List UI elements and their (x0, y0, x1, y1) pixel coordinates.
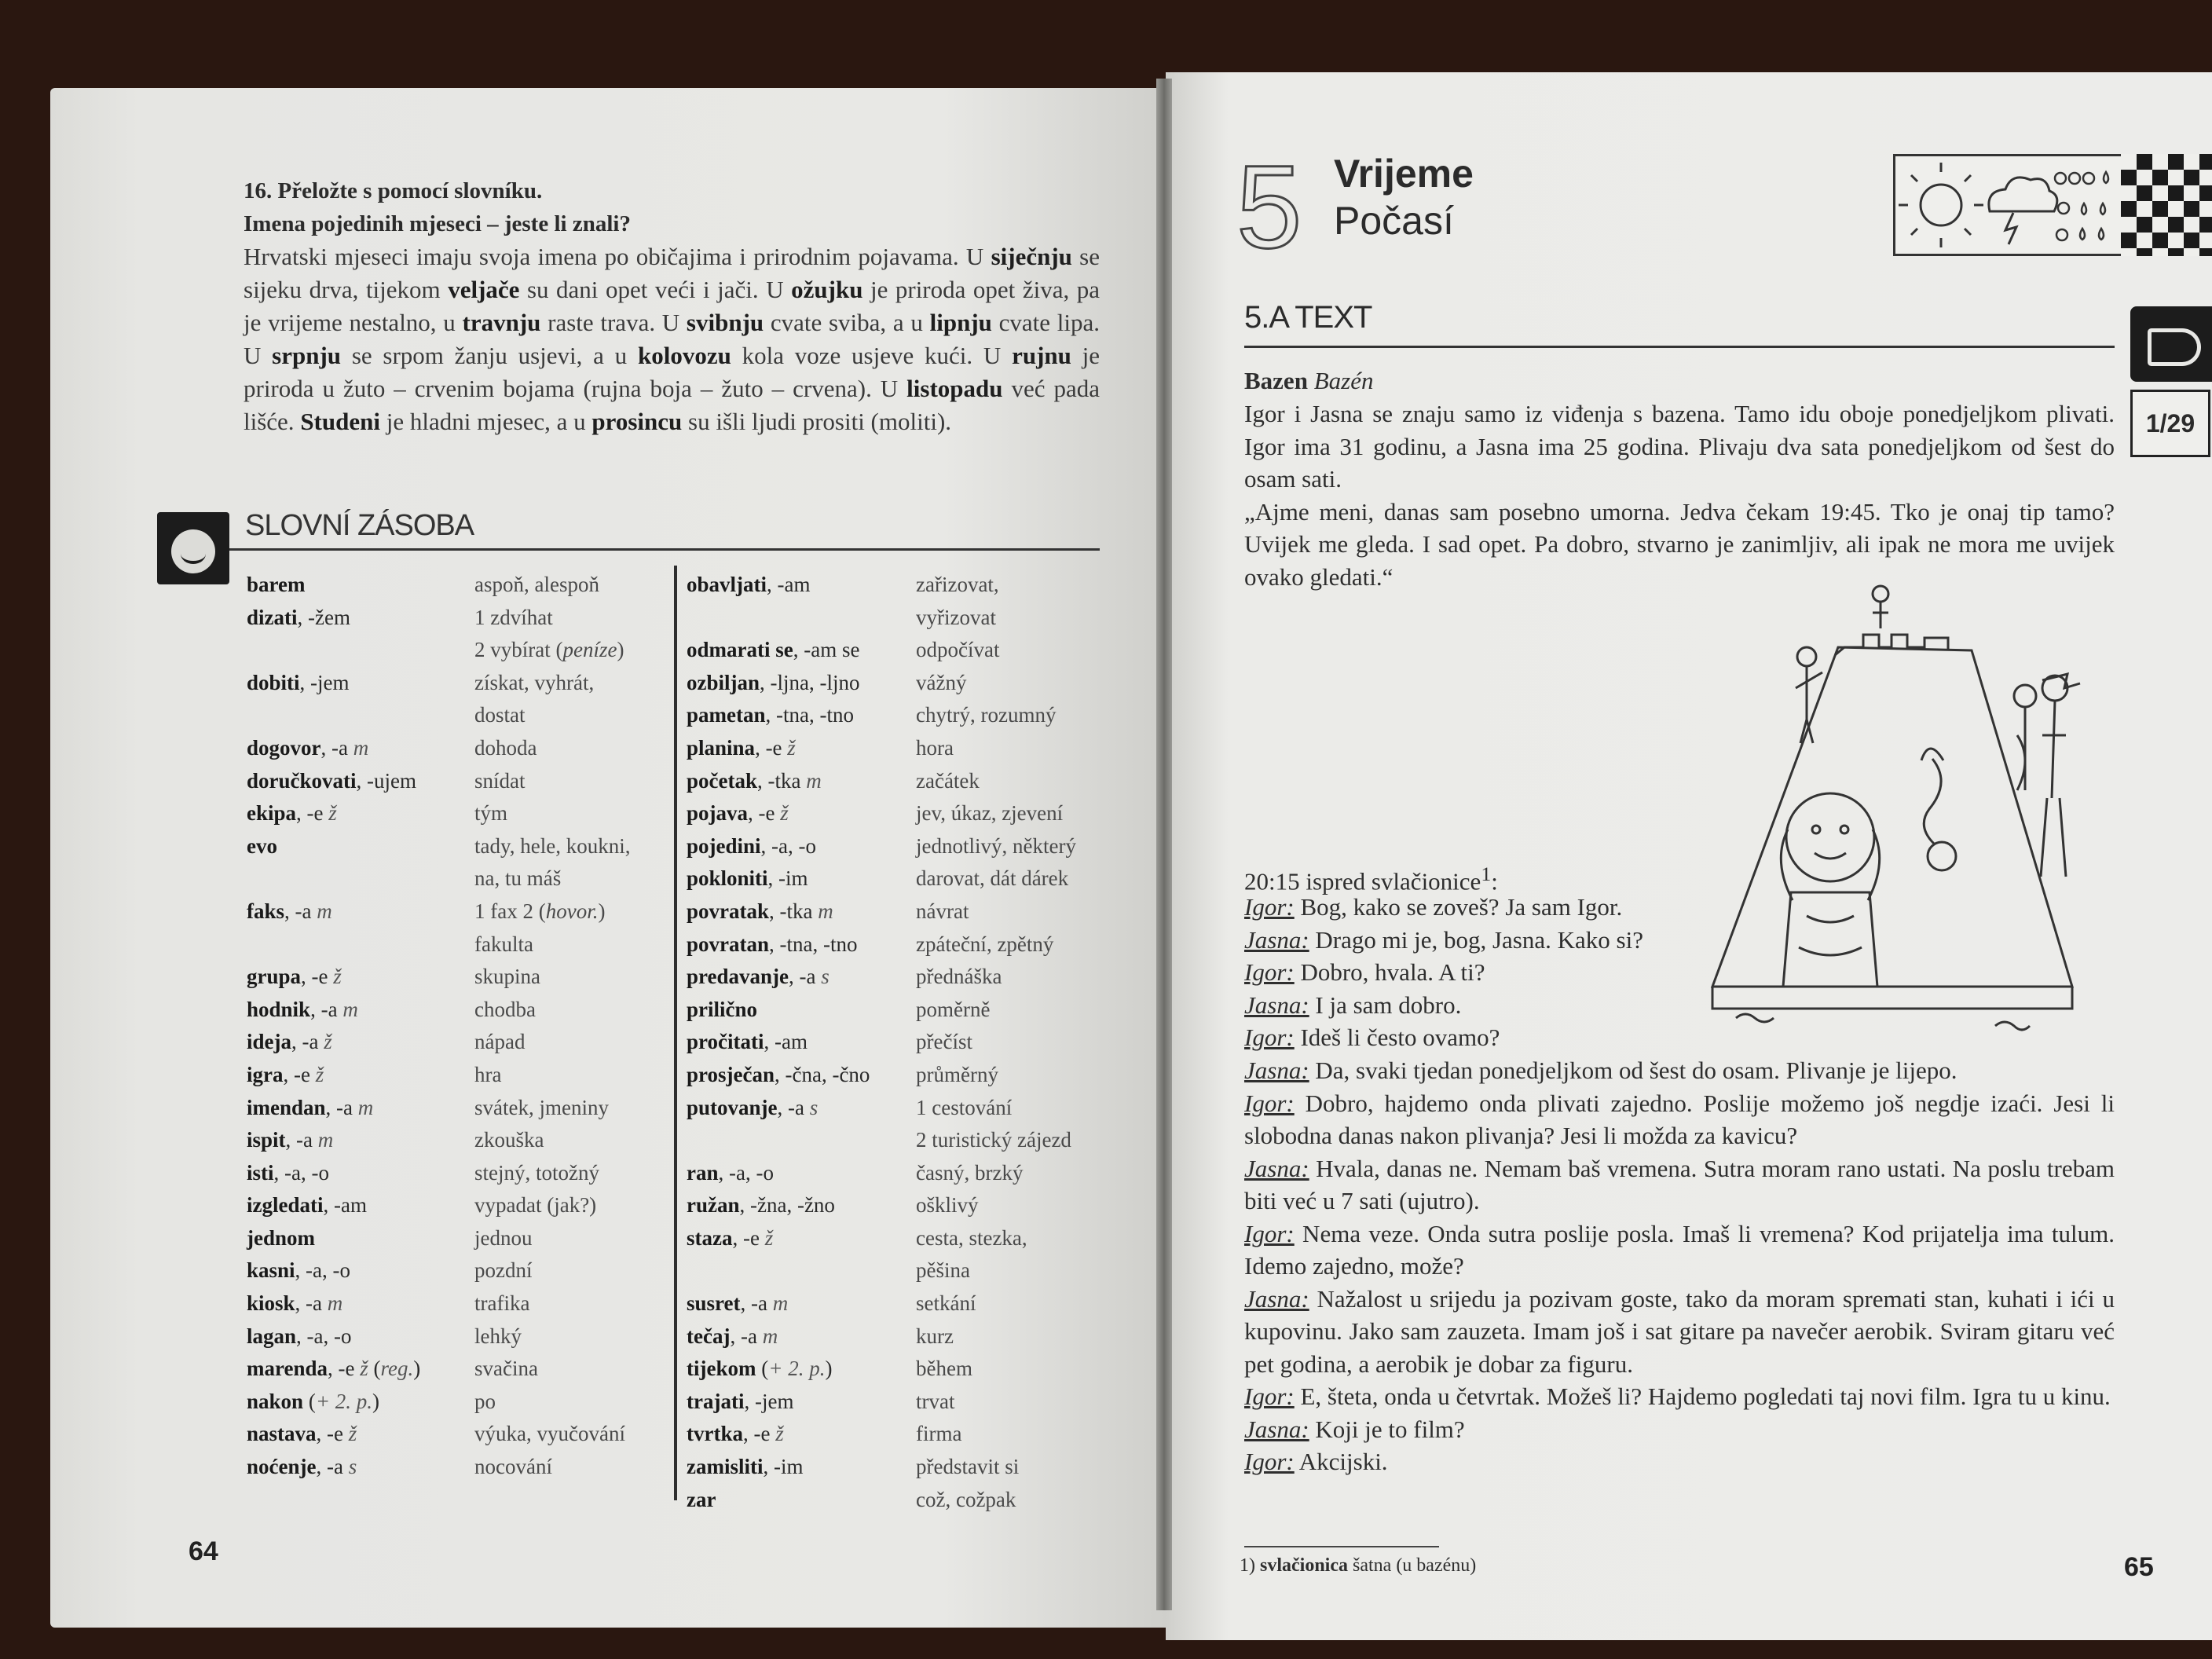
snowflake-icon (2055, 173, 2094, 240)
vocab-translation: výuka, vyučování (474, 1422, 625, 1446)
vocab-right-translations (916, 569, 1112, 1516)
vocab-translation: svátek, jmeniny (474, 1095, 609, 1119)
speaker-name: Igor: (1244, 1089, 1295, 1117)
column-divider (674, 566, 677, 1500)
vocab-term: evo (247, 833, 277, 858)
vocab-term: doručkovati, -ujem (247, 768, 416, 793)
vocab-translation: snídat (474, 768, 526, 793)
vocab-term: početak, -tka m (687, 768, 822, 793)
dialogue-line (1244, 1413, 2115, 1446)
weather-illustration (1893, 154, 2126, 256)
vocab-term: dizati, -žem (247, 605, 350, 629)
exercise-subtitle: Imena pojedinih mjeseci – jeste li znali? (244, 211, 631, 236)
vocab-term: ozbiljan, -ljna, -ljno (687, 670, 860, 694)
vocab-translation: nápad (474, 1030, 526, 1054)
dialogue-text: Nažalost u srijedu ja pozivam goste, tako da moram spremati stan, kuhati i ići u kupovinu. Jako sam zauzeta. Imam još i sat gitare pa navečer aerobik. Sviram gitaru već pet godina, a aerobik je dobar za figuru. (1244, 1284, 2115, 1378)
cloud-lightning-icon (1989, 178, 2057, 244)
megaphone-icon[interactable] (2130, 306, 2212, 382)
speaker-name: Igor: (1244, 1219, 1295, 1247)
vocab-term: ideja, -a ž (247, 1030, 332, 1054)
speaker-name: Jasna: (1244, 925, 1309, 954)
vocab-translation: pozdní (474, 1258, 533, 1283)
vocab-term (247, 634, 474, 667)
vocab-left-terms (247, 569, 474, 1484)
vocab-term: obavljati, -am (687, 573, 811, 596)
audio-track-number: 1/29 (2130, 390, 2210, 457)
dialogue-text: Dobro, hajdemo onda plivati zajedno. Poslije možemo još negdje izaći. Jesi li slobodna danas nakon plivanja? Jesi li možda za kavicu? (1244, 1089, 2115, 1149)
speaker-name: Igor: (1244, 893, 1295, 921)
vocab-translation: 1 zdvíhat (474, 605, 553, 629)
vocab-translation: skupina (474, 965, 540, 989)
sun-icon (1899, 163, 1983, 247)
vocab-translation: fakulta (474, 932, 533, 956)
vocab-translation: jednou (474, 1225, 533, 1250)
chapter-title: Vrijeme (1334, 152, 1474, 196)
vocab-translation: na, tu máš (474, 866, 562, 891)
vocab-term: pročitati, -am (687, 1030, 808, 1054)
vocab-translation: pěšina (916, 1258, 970, 1283)
vocab-term (247, 862, 474, 895)
dialogue-line (1244, 1021, 1700, 1054)
vocab-translation: poměrně (916, 997, 991, 1021)
dialogue-text: E, šteta, onda u četvrtak. Možeš li? Hajdemo pogledati taj novi film. Igra tu u kinu. (1294, 1382, 2111, 1410)
vocab-translation: chodba (474, 997, 536, 1021)
vocab-term (687, 1254, 914, 1287)
page-number-left: 64 (189, 1536, 218, 1566)
dialogue-line (1244, 1445, 2115, 1478)
vocab-term: isti, -a, -o (247, 1160, 329, 1185)
footnote: 1) svlačionica šatna (u bazénu) (1240, 1555, 1477, 1576)
vocab-term: staza, -e ž (687, 1225, 774, 1250)
vocab-translation: tým (474, 801, 508, 826)
vocab-term: ispit, -a m (247, 1128, 334, 1152)
exercise-title: 16. Přeložte s pomocí slovníku. (244, 178, 543, 203)
vocab-translation: cesta, stezka, (916, 1225, 1027, 1250)
vocab-term: jednom (247, 1225, 315, 1250)
vocab-translation: zpáteční, zpětný (916, 932, 1054, 956)
speaker-name: Jasna: (1244, 991, 1309, 1019)
vocab-left-translations (474, 569, 671, 1484)
dialogue-line (1244, 1087, 2115, 1152)
dialogue-text: Nema veze. Onda sutra poslije posla. Imaš li vremena? Kod prijatelja ima tulum. Idemo zajedno, može? (1244, 1219, 2115, 1280)
vocab-term: planina, -e ž (687, 735, 796, 760)
speaker-name: Jasna: (1244, 1154, 1309, 1182)
vocab-translation: získat, vyhrát, (474, 670, 595, 694)
vocab-term: ran, -a, -o (687, 1160, 774, 1185)
vocab-translation: 1 cestování (916, 1095, 1013, 1119)
vocab-translation: trvat (916, 1389, 955, 1413)
vocab-translation: přednáška (916, 965, 1002, 989)
vocab-translation: zkouška (474, 1128, 544, 1152)
exercise-header (244, 174, 1108, 240)
dialogue-text: Koji je to film? (1309, 1415, 1465, 1443)
pool-illustration (1697, 578, 2121, 1049)
vocab-translation: což, cožpak (916, 1487, 1016, 1511)
vocab-translation: vážný (916, 670, 967, 694)
vocab-translation: 2 vybírat (peníze) (474, 638, 624, 662)
speaker-name: Jasna: (1244, 1415, 1309, 1443)
vocab-term: tečaj, -a m (687, 1324, 778, 1348)
vocab-term: pojava, -e ž (687, 801, 789, 826)
vocab-term: igra, -e ž (247, 1062, 324, 1086)
vocab-term: tvrtka, -e ž (687, 1422, 784, 1446)
vocab-translation: ošklivý (916, 1193, 979, 1218)
vocab-term: noćenje, -a s (247, 1455, 357, 1479)
vocab-translation: návrat (916, 899, 969, 923)
vocab-term: dogovor, -a m (247, 735, 369, 760)
dialogue-long (1244, 1054, 2115, 1478)
dialogue-text: Akcijski. (1294, 1448, 1388, 1475)
dialogue-line (1244, 1218, 2115, 1283)
story-intro: Igor i Jasna se znaju samo iz viđenja s bazena. Tamo idu oboje ponedjeljkom plivati. Igor ima 31 godinu, a Jasna ima 25 godina. Plivaju dva sata ponedjeljkom od šest do osam sati. „Ajme meni, danas sam posebno umorna. Jedva čekam 19:45. Tko je onaj tip tamo? Uvijek me gleda. I sad opet. Pa dobro, stvarno je zanimljiv, ali ipak ne mora me uvijek ovako gledati.“ (1244, 400, 2115, 591)
vocab-translation: 1 fax 2 (hovor.) (474, 899, 606, 923)
vocab-term: povratan, -tna, -tno (687, 932, 858, 956)
vocab-translation: firma (916, 1422, 962, 1446)
page-number-right: 65 (2124, 1552, 2154, 1582)
vocab-term: prosječan, -čna, -čno (687, 1062, 870, 1086)
footnote-rule (1244, 1546, 1439, 1547)
vocab-term: nastava, -e ž (247, 1422, 357, 1446)
dialogue-line (1244, 1054, 2115, 1087)
vocab-translation: tady, hele, koukni, (474, 833, 631, 858)
vocab-term: pametan, -tna, -tno (687, 703, 854, 727)
vocab-term: zamisliti, -im (687, 1455, 804, 1479)
vocab-translation: přečíst (916, 1030, 972, 1054)
checker-decoration (2121, 154, 2212, 256)
vocab-term: kasni, -a, -o (247, 1258, 351, 1283)
vocabulary-title: SLOVNÍ ZÁSOBA (245, 509, 474, 542)
dialogue-text: Ideš li često ovamo? (1294, 1024, 1500, 1051)
vocab-term (247, 928, 474, 961)
vocab-right-terms (687, 569, 914, 1516)
vocab-term: lagan, -a, -o (247, 1324, 352, 1348)
vocab-term: pokloniti, -im (687, 866, 808, 891)
vocab-translation: lehký (474, 1324, 522, 1348)
vocab-term: barem (247, 573, 306, 596)
dialogue-text: Drago mi je, bog, Jasna. Kako si? (1309, 925, 1643, 954)
dialogue-line (1244, 956, 1700, 989)
vocab-translation: dohoda (474, 735, 537, 760)
vocab-translation: vyřizovat (916, 605, 996, 629)
vocab-term: putovanje, -a s (687, 1095, 819, 1119)
section-title: 5.A TEXT (1244, 300, 2115, 348)
vocab-term: zar (687, 1487, 716, 1511)
vocab-translation: aspoň, alespoň (474, 573, 599, 596)
speaker-name: Igor: (1244, 1024, 1295, 1051)
vocab-translation: začátek (916, 768, 980, 793)
vocab-term: nakon (+ 2. p.) (247, 1389, 380, 1413)
vocab-term: marenda, -e ž (reg.) (247, 1357, 421, 1381)
dialogue-text: Hvala, danas ne. Nemam baš vremena. Sutra moram rano ustati. Na poslu trebam biti već u 7 sati (ujutro). (1244, 1154, 2115, 1214)
dialogue-line (1244, 1380, 2115, 1413)
vocab-translation: trafika (474, 1291, 530, 1316)
speaker-name: Jasna: (1244, 1284, 1309, 1313)
vocabulary-header (157, 509, 1100, 551)
speaker-name: Igor: (1244, 1382, 1295, 1410)
vocab-translation: hra (474, 1062, 502, 1086)
dialogue-text: Dobro, hvala. A ti? (1294, 958, 1485, 986)
face-icon (157, 512, 229, 584)
vocab-translation: odpočívat (916, 638, 1000, 662)
vocab-term: grupa, -e ž (247, 965, 342, 989)
vocab-translation: průměrný (916, 1062, 998, 1086)
vocab-translation: časný, brzký (916, 1160, 1024, 1185)
vocab-translation: svačina (474, 1357, 538, 1381)
dialogue-short (1244, 891, 1700, 1054)
vocab-term: izgledati, -am (247, 1193, 367, 1218)
exercise-text: Hrvatski mjeseci imaju svoja imena po običajima i prirodnim pojavama. U siječnju se sijeku drva, tijekom veljače su dani opet veći i jači. U ožujku je priroda opet živa, pa je vrijeme nestalno, u travnju raste trava. U svibnju cvate sviba, a u lipnju cvate lipa. U srpnju se srpom žanju usjevi, a u kolovozu kola voze usjeve kući. U rujnu je priroda u žuto – crvenim bojama (rujna boja – žuto – crvena). U listopadu već pada lišće. Studeni je hladni mjesec, a u prosincu su išli ljudi prositi (moliti). (244, 243, 1101, 435)
vocab-term: ružan, -žna, -žno (687, 1193, 835, 1218)
chapter-subtitle: Počasí (1334, 199, 1454, 243)
vocab-term: hodnik, -a m (247, 997, 358, 1021)
dialogue-text: Bog, kako se zoveš? Ja sam Igor. (1294, 893, 1623, 921)
speaker-name: Jasna: (1244, 1057, 1309, 1084)
vocab-term (687, 1124, 914, 1157)
vocab-term: povratak, -tka m (687, 899, 833, 923)
vocab-term: pojedini, -a, -o (687, 833, 816, 858)
vocab-translation: jev, úkaz, zjevení (916, 801, 1064, 826)
vocab-term: susret, -a m (687, 1291, 789, 1316)
speaker-name: Igor: (1244, 1448, 1295, 1475)
vocab-translation: nocování (474, 1455, 552, 1479)
vocab-term: prilično (687, 997, 758, 1021)
vocab-translation: kurz (916, 1324, 954, 1348)
story-title (1244, 364, 2115, 397)
vocab-translation: vypadat (jak?) (474, 1193, 597, 1218)
vocab-translation: hora (916, 735, 954, 760)
vocab-term: imendan, -a m (247, 1095, 374, 1119)
dialogue-line (1244, 1283, 2115, 1381)
vocab-translation: zařizovat, (916, 573, 999, 596)
vocab-term: tijekom (+ 2. p.) (687, 1357, 833, 1381)
vocab-term: dobiti, -jem (247, 670, 350, 694)
vocab-term: faks, -a m (247, 899, 332, 923)
dialogue-line (1244, 989, 1700, 1022)
chapter-number: 5 (1236, 141, 1302, 273)
vocab-term (687, 602, 914, 635)
vocab-translation: během (916, 1357, 972, 1381)
vocab-translation: představit si (916, 1455, 1020, 1479)
vocab-translation: stejný, totožný (474, 1160, 599, 1185)
vocab-translation: dostat (474, 703, 526, 727)
dialogue-text: Da, svaki tjedan ponedjeljkom od šest do osam. Plivanje je lijepo. (1309, 1057, 1957, 1084)
dialogue-line (1244, 1152, 2115, 1218)
vocab-translation: 2 turistický zájezd (916, 1128, 1071, 1152)
vocab-term: kiosk, -a m (247, 1291, 343, 1316)
book-gutter (1156, 79, 1172, 1610)
vocab-term: odmarati se, -am se (687, 638, 860, 662)
dialogue-line (1244, 924, 1700, 957)
dialogue-line (1244, 891, 1700, 924)
vocab-term (247, 699, 474, 732)
dialogue-text: I ja sam dobro. (1309, 991, 1462, 1019)
vocab-translation: chytrý, rozumný (916, 703, 1057, 727)
vocab-translation: po (474, 1389, 496, 1413)
vocab-term: predavanje, -a s (687, 965, 830, 989)
speaker-name: Igor: (1244, 958, 1295, 986)
scene-line: 20:15 ispred svlačionice$^1$: (1244, 862, 1498, 895)
story-title-czech: Bazén (1313, 367, 1374, 394)
vocab-term: ekipa, -e ž (247, 801, 337, 826)
vocab-translation: jednotlivý, některý (916, 833, 1076, 858)
vocab-translation: darovat, dát dárek (916, 866, 1069, 891)
story-title-croatian: Bazen (1244, 367, 1308, 394)
vocab-term: trajati, -jem (687, 1389, 794, 1413)
vocab-translation: setkání (916, 1291, 976, 1316)
